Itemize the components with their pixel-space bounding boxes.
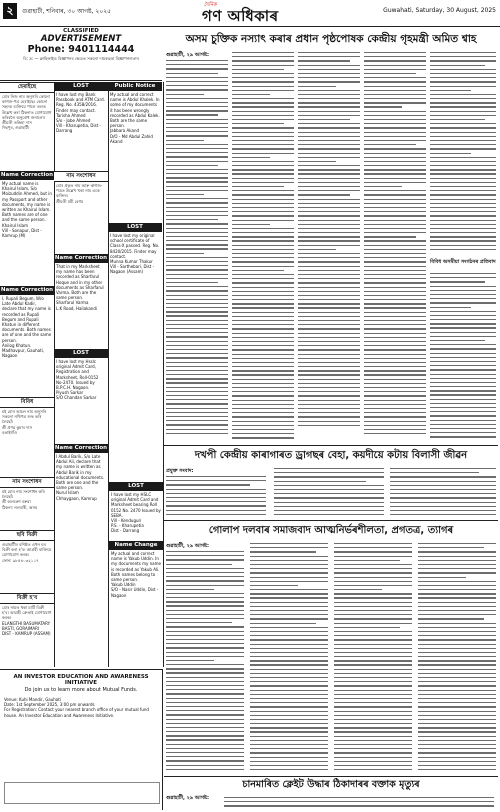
- article-3-headline: গোলাপ দলবাৰ সমাজবাদ আত্মনিৰ্ভৰশীলতা, প্ৰগতত্ৰ, ত্যাগৰ: [208, 525, 454, 536]
- article-3-col-4: [418, 543, 496, 773]
- col-c-upper-ad1-title: Public Notice: [108, 82, 162, 91]
- col-a-ad2-body: My actual name is Khairul Islam, S/o Moizuddin Ahmed, but in my Passport and other documents, my name is written as Khairul Islam. Both names are of one and the same person. Khairul Islam Vill - Sonapur, Dist - Kamrup (M): [2, 181, 52, 239]
- article-2-col-2: [274, 468, 384, 518]
- col-a-ad4-body: মই মোৰ আচল নাম অনুসৰি সকলো নথিপত্ৰ শুদ্ধ কৰি লৈছোঁ। শ্ৰী প্ৰণৱ কুমাৰ দাস বঙাইগাঁও: [2, 409, 47, 435]
- col-b-ad3-body: That in my Marksheet my name has been recorded as Sharfarul Hoque and in my other documents as Sharfarul Varma. Both are the same person. Sharfarul Varma L.K Road, Hailakandi: [56, 264, 104, 311]
- article-1-col-3: [298, 52, 360, 440]
- investor-awareness-box: [0, 669, 163, 810]
- article-1-dateline: গুৱাহাটী, ২৯ আগষ্ট:: [166, 52, 210, 58]
- inner-left-ad2-body: মোৰ নামত থকা মাটি বিক্ৰী হ'ব। আগ্ৰহী ক্ৰেতাই যোগাযোগ কৰক। ELANGTHI BASUMATARY BASTI, GORAIMARI DIST - KAMRUP (ASSAM): [2, 605, 52, 637]
- col-c-upper-ad1-body: My actual and correct name is Abdul Khalek. In some of my documents it has been wrongly recorded as Abdul Kalek. Both are the same person. Jabbara Akand D/O - Md Abdul Zahid Akand: [110, 92, 160, 144]
- article-2-headline: দখপী কেন্দ্ৰীয় কাৰাগাৰত ড্ৰাগছৰ বেহা, কয়দীয়ে কটায় বিলাসী জীৱন: [194, 450, 468, 461]
- logo-main: গণ অধিকাৰ: [202, 7, 279, 25]
- article-2-dateline: প্ৰযুক্ত সংবাদ:: [166, 468, 194, 474]
- col-c-upper-ad2-body: I have lost my original school certificate of Class-X passed. Reg. No. 8420/2015. Finder may contact. Munna Kumar Thakur Vill - Sarthebari, Dist - Nagaon (Assam): [110, 233, 160, 275]
- iepf-sub: Do join us to learn more about Mutual Funds.: [24, 687, 138, 693]
- col-a-lower-ad1-body: মই মোৰ নাম সংশোধন কৰি লৈছোঁ। শ্ৰী অলকেশ বৰুৱা ঠিকনা: নলবাৰী, অসম: [2, 489, 45, 510]
- col-b-ad5-body: I Abdul Barik, S/o Late Abdul Ali, declare that my name is written as Abdul Barik in my educational documents. Both are one and the same person. Nurul Islam Chhaygaon, Kamrup: [56, 454, 105, 501]
- article-4-dateline: গুৱাহাটী, ২৯ আগষ্ট:: [166, 795, 210, 801]
- article-1-col-5-upper: [430, 52, 496, 257]
- article-3-col-1: [166, 551, 244, 773]
- article-1-col-2: [232, 52, 294, 440]
- article-2-col-3: [390, 468, 496, 518]
- article-3-headline-box: [164, 522, 498, 540]
- article-1-headline-box: [164, 29, 498, 49]
- col-b-ad4-body: I have lost my Hsslc original Admit Card, Registration and Marksheet, Roll-0152 No-2470. Issued by B.P.C.H. Nagaon. Piyush Sarkar S/O Chandan Sarkar: [56, 359, 99, 401]
- article-3-col-3: [334, 543, 412, 773]
- iepf-logo-strip: [4, 782, 160, 804]
- newspaper-logo: [180, 2, 320, 25]
- inner-left-ad2-title: বিক্ৰী হ'ব: [0, 593, 54, 604]
- header-date-right: Guwahati, Saturday, 30 August, 2025: [383, 7, 496, 14]
- iepf-title: AN INVESTOR EDUCATION AND AWARENESS INITIATIVE: [13, 674, 149, 686]
- classified-column-a: [0, 82, 55, 477]
- col-a-ad3-body: I, Rupali Begum, W/o Late Abdul Kadir, declare that my name is recorded as Rupali Begum and Rupali Khatun in different documents. Both names are of one and the same person. Anilog Khatun. Madhavpur, Gauhati, Nagaon: [2, 296, 52, 359]
- col-b-ad2-body: মোৰ প্ৰকৃত নাম আৰু কাগজ-পত্ৰত উল্লেখ থকা নাম একে ব্যক্তিৰ। শ্ৰীমতী মমী বেগম: [56, 183, 103, 204]
- col-b-ad4-title: LOST: [54, 349, 108, 358]
- article-2-col-1: [166, 476, 266, 518]
- col-c-upper-block: [108, 82, 162, 482]
- col-c-ad2-title: Name Change: [109, 541, 163, 550]
- classified-phone: Phone: 9401114444: [27, 44, 135, 55]
- classified-column-b: [54, 82, 109, 567]
- rule-1: [164, 445, 498, 446]
- article-4-text: [224, 797, 494, 810]
- col-c-ad1-title: LOST: [109, 482, 163, 491]
- inner-left-ad1-title: ছবি বিক্ৰী: [0, 530, 54, 541]
- article-4-headline: চানমাৰিত ক্লেইট উদ্ধাৰ ঠিকাদাৰৰ বক্তাক মৃত্যুৰ: [242, 779, 420, 790]
- article-4-headline-box: [164, 777, 498, 793]
- col-a-ad1-body: মোৰ নিজ নাম অনুসৰি কোনো কাগজ-পত্ৰ হেৰাইছে। কোনো সহৃদয় ব্যক্তিয়ে পালে তলত উল্লেখ কৰা ঠিকনাত যোগাযোগ কৰিবলৈ অনুৰোধ জনালো। শ্ৰীমতী তন্দ্ৰিমা দাস দিছপুৰ, গুৱাহাটী: [2, 94, 52, 131]
- col-c-upper-ad2-title: LOST: [108, 223, 162, 232]
- classified-label: CLASSIFIED: [63, 28, 99, 34]
- logo-prefix: দৈনিক: [204, 2, 217, 8]
- article-1-headline: অসম চুক্তিক নস্যাৎ কৰাৰ প্ৰধান পৃষ্ঠপোষক কেন্দ্ৰীয় গৃহমন্ত্ৰী অমিত শ্বাহ: [185, 33, 477, 45]
- article-1-body: [164, 51, 498, 443]
- classified-note: বি: দ্ৰ: — ক্লাছিফাইড বিজ্ঞাপনৰ ক্ষেত্ৰত সকলো দায়বদ্ধতা বিজ্ঞাপনদাতাৰ: [23, 56, 139, 61]
- article-3-dateline: গুৱাহাটী, ২৯ আগষ্ট:: [166, 543, 210, 549]
- article-1-subhead: বিবিধ অসমীয়া সংগঠনৰ প্ৰতিবাদ: [430, 259, 496, 265]
- col-a-lower-ad1-title: নাম সংশোধন: [0, 477, 54, 488]
- col-a-ad1-title: হেৰাইছে: [0, 82, 54, 93]
- rule-2: [164, 520, 498, 521]
- article-2-body: [164, 467, 498, 519]
- col-c-ad2-body: My actual and correct name is Yakub Uddin. In my documents my name is recorded as Yakub Ali. Both names belong to same person. Yakub Uddin S/O - Nasir Uddin, Dist - Nagaon: [111, 551, 161, 598]
- col-a-ad3-title: Name Correction: [0, 287, 54, 293]
- col-b-ad5-title: Name Correction: [54, 445, 108, 451]
- col-c-ad1-body: I have lost my HSLC original Admit Card and Marksheet bearing Roll 0152 No. 2470 Issued by SEBA. Vill - Kenduguri P.S. - Kharupetia Dist - Darrang: [111, 492, 161, 534]
- article-3-body: [164, 542, 498, 775]
- article-3-col-2: [250, 543, 328, 773]
- col-b-ad1-title: LOST: [54, 82, 108, 91]
- col-b-ad1-body: I have lost my Bank Passbook and ATM Card. Reg. No. 4358/2016. Finder may contact. Tarisha Ahmed S/o - Jobe Ahmed Vill - Kharupetia, Dist - Darrang: [56, 92, 105, 134]
- col-b-ad2-title: নাম সংশোধন: [54, 171, 108, 182]
- col-a-ad4-title: বিবিধ: [0, 397, 54, 408]
- col-b-ad3-title: Name Correction: [54, 255, 108, 261]
- article-4-body: [164, 794, 498, 810]
- inner-left-ad1-body: গুৱাহাটীৰ বশিষ্ঠত এখন ঘৰ বিক্ৰী কৰা হ'ব। আগ্ৰহী ব্যক্তিয়ে যোগাযোগ কৰক। ফোন: ৯৮৫৪০৩২১১৭: [2, 542, 52, 563]
- article-1-col-5-lower: [430, 273, 496, 439]
- classified-title: ADVERTISEMENT: [40, 34, 122, 44]
- iepf-body: Venue: Kuhi Mandir, Gauhati Date: 1st September 2025, 3:00 pm onwards For Registration: Contact your nearest branch office of your mutual fund house. An Investor Education and Awareness Initiative.: [4, 697, 149, 718]
- page-header: [0, 0, 500, 27]
- header-date-left: গুৱাহাটী, শনিবাৰ, ৩০ আগষ্ট, ২০২৫: [22, 8, 112, 15]
- page-number: ২: [3, 3, 17, 19]
- classified-column-a-lower: [0, 477, 55, 667]
- article-1-col-4: [364, 52, 426, 440]
- article-1-col-1: [166, 60, 228, 440]
- article-2-headline-box: [164, 447, 498, 465]
- classified-header: [0, 28, 162, 81]
- col-a-ad2-title: Name Correction: [0, 172, 54, 178]
